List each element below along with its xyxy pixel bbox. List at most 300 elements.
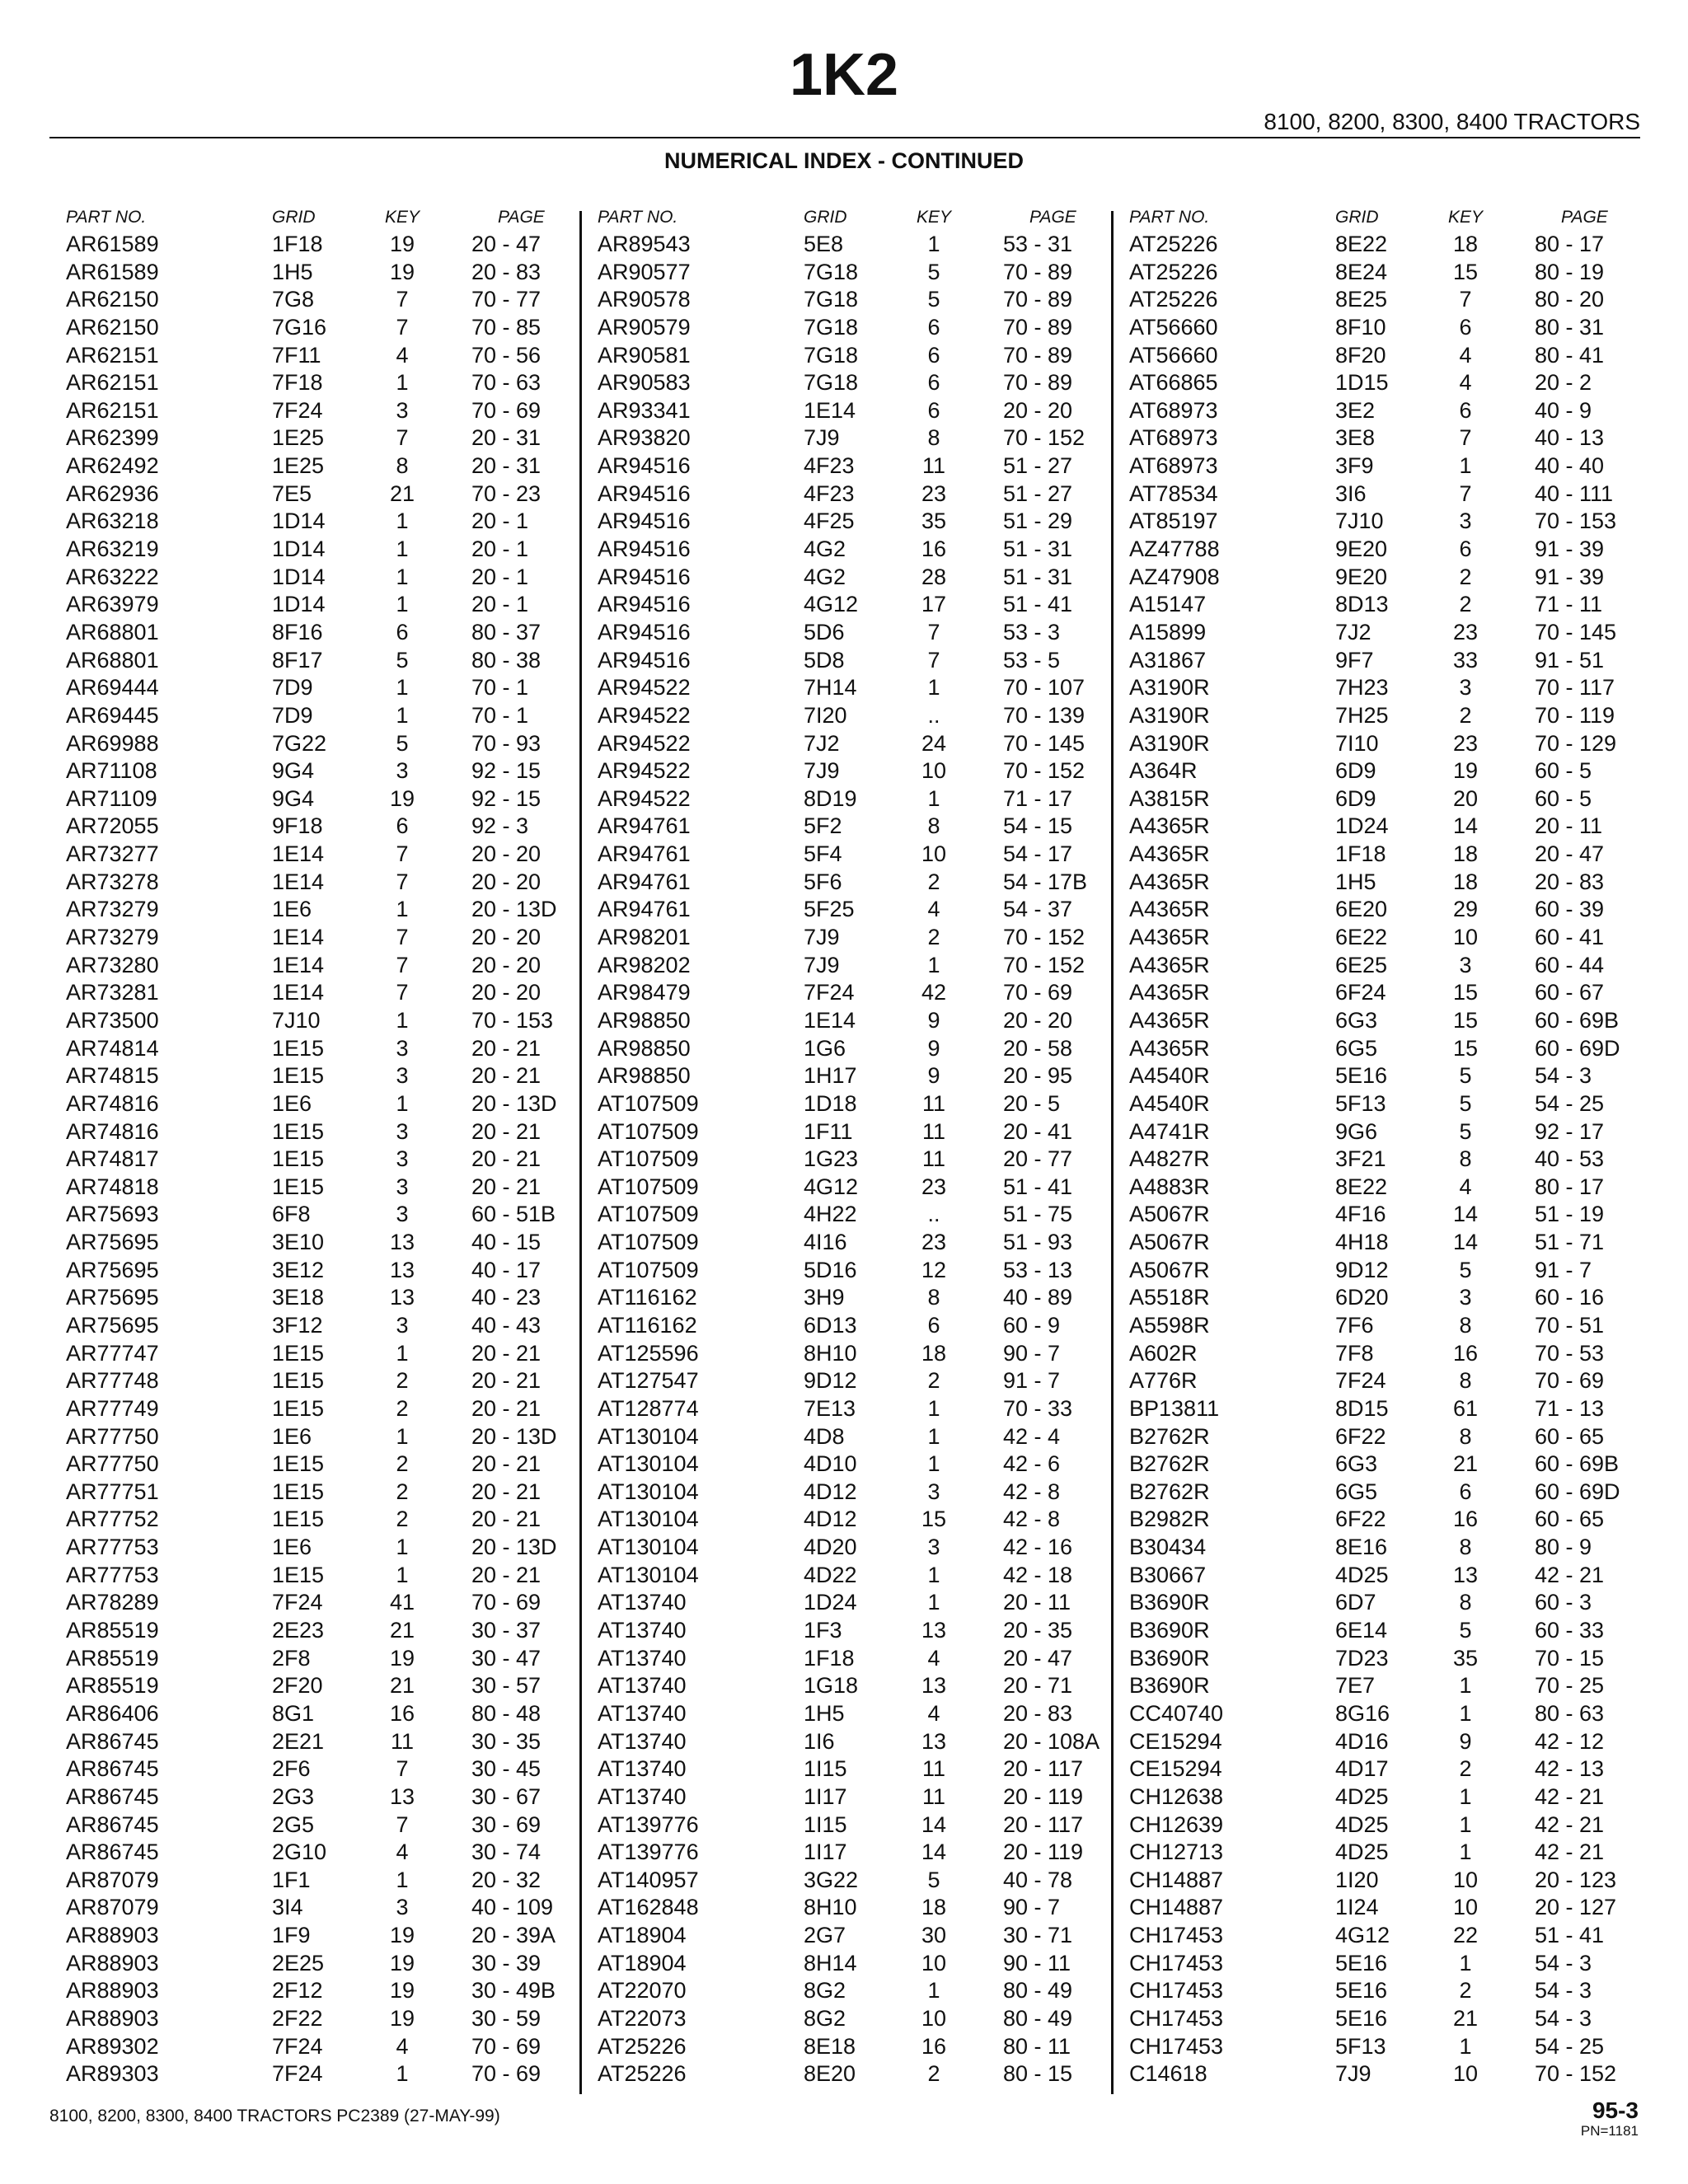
- key-number: 7: [396, 925, 409, 950]
- key-number: 2: [927, 869, 940, 894]
- key-number: 6: [1459, 1479, 1472, 1504]
- grid-ref: 5D16: [804, 1257, 857, 1282]
- key-number: 13: [1452, 1562, 1479, 1587]
- grid-ref: 1E15: [272, 1146, 325, 1172]
- part-number: AT130104: [598, 1451, 699, 1477]
- table-row: [598, 1118, 1092, 1146]
- key-number: 1: [1459, 1950, 1472, 1975]
- part-number: A5518R: [1129, 1285, 1210, 1310]
- grid-ref: 9D12: [1335, 1257, 1389, 1282]
- table-row: [598, 314, 1092, 342]
- part-number: A4365R: [1129, 925, 1210, 950]
- table-row: [1129, 1367, 1624, 1395]
- page-ref: 70 - 1: [471, 675, 529, 701]
- page-ref: 60 - 44: [1535, 952, 1605, 977]
- grid-ref: 5F2: [804, 813, 842, 839]
- table-row: [66, 1506, 560, 1534]
- table-row: [66, 1035, 560, 1063]
- grid-ref: 7F24: [1335, 1368, 1386, 1394]
- grid-ref: 1I17: [804, 1840, 847, 1865]
- table-row: [1129, 1479, 1624, 1507]
- key-number: 24: [921, 730, 947, 756]
- key-number: 8: [1459, 1535, 1472, 1560]
- key-header: KEY: [1447, 208, 1484, 227]
- grid-ref: 7D9: [272, 702, 313, 728]
- page-ref: 53 - 13: [1003, 1257, 1073, 1282]
- grid-ref: 1E14: [804, 397, 856, 423]
- grid-ref: 5F25: [804, 897, 855, 922]
- key-number: 3: [396, 397, 409, 423]
- page-ref: 70 - 56: [471, 342, 542, 368]
- part-number: AR88903: [66, 1978, 159, 2004]
- key-number: 2: [1459, 564, 1472, 589]
- page-ref: 42 - 4: [1003, 1423, 1061, 1449]
- table-row: [66, 1839, 560, 1867]
- key-number: 20: [1452, 785, 1479, 811]
- key-number: 1: [927, 785, 940, 811]
- page-ref: 20 - 13D: [471, 1535, 557, 1560]
- page-ref: 70 - 25: [1535, 1673, 1605, 1699]
- page-ref: 54 - 3: [1535, 1950, 1592, 1975]
- page-ref: 60 - 69B: [1535, 1007, 1620, 1033]
- grid-ref: 1E14: [804, 1007, 856, 1033]
- part-number: AZ47908: [1129, 564, 1220, 589]
- key-number: 13: [389, 1230, 415, 1255]
- page-ref: 71 - 17: [1003, 785, 1073, 811]
- grid-ref: 1E15: [272, 1368, 325, 1394]
- column-divider: [579, 211, 582, 2094]
- table-row: [598, 1229, 1092, 1257]
- key-number: 1: [396, 675, 409, 701]
- table-row: [66, 841, 560, 869]
- table-row: [598, 1340, 1092, 1368]
- grid-ref: 4D25: [1335, 1840, 1389, 1865]
- key-number: 19: [389, 1923, 415, 1948]
- page-ref: 20 - 77: [1003, 1146, 1073, 1172]
- table-row: [1129, 591, 1624, 619]
- table-row: [598, 1284, 1092, 1312]
- table-row: [66, 1783, 560, 1811]
- key-number: 18: [1452, 232, 1479, 256]
- part-number: CH17453: [1129, 1978, 1224, 2004]
- grid-ref: 6D9: [1335, 785, 1376, 811]
- page-ref: 91 - 39: [1535, 564, 1605, 589]
- grid-header: GRID: [804, 208, 847, 227]
- page-ref: 70 - 145: [1003, 730, 1085, 756]
- grid-ref: 8G16: [1335, 1700, 1390, 1726]
- table-row: [66, 1007, 560, 1035]
- table-row: [1129, 1700, 1624, 1728]
- page-ref: 20 - 20: [471, 925, 542, 950]
- page-ref: 70 - 77: [471, 287, 542, 312]
- grid-header: GRID: [272, 208, 316, 227]
- part-number: B2762R: [1129, 1451, 1210, 1477]
- part-number: A3190R: [1129, 730, 1210, 756]
- grid-ref: 3I6: [1335, 480, 1367, 506]
- page-ref: 20 - 117: [1003, 1811, 1084, 1837]
- page-ref: 70 - 69: [1535, 1368, 1605, 1394]
- grid-ref: 6E14: [1335, 1618, 1388, 1643]
- key-number: 1: [1459, 2033, 1472, 2059]
- page-ref: 70 - 152: [1003, 952, 1085, 977]
- key-number: 1: [1459, 1783, 1472, 1809]
- key-number: 7: [1459, 480, 1472, 506]
- key-number: 10: [1452, 2061, 1479, 2087]
- part-number: AR94761: [598, 841, 691, 867]
- grid-ref: 5E16: [1335, 2006, 1388, 2031]
- table-row: [66, 1645, 560, 1673]
- part-number: A5067R: [1129, 1202, 1210, 1227]
- key-number: 13: [389, 1783, 415, 1809]
- key-number: 13: [921, 1618, 947, 1643]
- page-ref: 51 - 27: [1003, 480, 1073, 506]
- part-number: CH17453: [1129, 1923, 1224, 1948]
- table-row: [1129, 1534, 1624, 1562]
- page-ref: 70 - 15: [1535, 1645, 1605, 1671]
- page-ref: 70 - 85: [471, 314, 542, 340]
- page-ref: 60 - 41: [1535, 925, 1605, 950]
- grid-ref: 6D7: [1335, 1590, 1376, 1615]
- grid-ref: 1E6: [272, 1535, 312, 1560]
- part-number: AT130104: [598, 1423, 699, 1449]
- key-number: 8: [927, 425, 940, 451]
- key-number: 1: [1459, 1840, 1472, 1865]
- grid-ref: 7G22: [272, 730, 327, 756]
- table-row: [598, 1312, 1092, 1340]
- page-ref: 20 - 95: [1003, 1063, 1073, 1089]
- key-number: 1: [396, 537, 409, 562]
- part-number: A4827R: [1129, 1146, 1210, 1172]
- table-row: [598, 259, 1092, 287]
- table-row: [1129, 1672, 1624, 1700]
- key-number: 23: [921, 1174, 947, 1199]
- key-number: 61: [1452, 1395, 1479, 1421]
- part-number: B3690R: [1129, 1645, 1210, 1671]
- page-ref: 40 - 15: [471, 1230, 542, 1255]
- table-row: [1129, 896, 1624, 924]
- table-row: [598, 979, 1092, 1007]
- table-row: [1129, 1090, 1624, 1118]
- page-ref: 20 - 21: [471, 1507, 542, 1532]
- grid-ref: 2F20: [272, 1673, 323, 1699]
- grid-ref: 4D22: [804, 1562, 857, 1587]
- table-row: [598, 1201, 1092, 1229]
- grid-ref: 1H17: [804, 1063, 857, 1089]
- page-ref: 20 - 31: [471, 425, 542, 451]
- part-number: AR86745: [66, 1756, 159, 1782]
- page-ref: 20 - 1: [471, 509, 529, 534]
- grid-ref: 7F24: [272, 2033, 323, 2059]
- key-number: 19: [389, 259, 415, 284]
- part-number: AT13740: [598, 1700, 687, 1726]
- page-ref: 20 - 20: [471, 980, 542, 1005]
- key-number: 1: [396, 2061, 409, 2087]
- page-header: PAGE: [1561, 208, 1608, 227]
- part-number: AR94761: [598, 897, 691, 922]
- grid-ref: 1E15: [272, 1035, 325, 1061]
- grid-ref: 1F18: [272, 232, 323, 256]
- table-row: [598, 1755, 1092, 1783]
- key-number: 11: [921, 1783, 946, 1809]
- pn-code: PN=1181: [1580, 2123, 1639, 2139]
- table-row: [1129, 1783, 1624, 1811]
- table-row: [598, 619, 1092, 647]
- key-number: 6: [396, 619, 409, 644]
- part-number: AR98850: [598, 1063, 691, 1089]
- grid-ref: 2F8: [272, 1645, 311, 1671]
- part-number: AR94516: [598, 509, 691, 534]
- table-row: [1129, 480, 1624, 509]
- page-ref: 20 - 32: [471, 1867, 542, 1892]
- table-row: [598, 1728, 1100, 1756]
- page-ref: 51 - 27: [1003, 453, 1073, 479]
- part-number: CH17453: [1129, 2006, 1224, 2031]
- table-row: [598, 424, 1092, 452]
- part-number: AR94516: [598, 647, 691, 673]
- table-row: [598, 952, 1092, 980]
- page-ref: 42 - 21: [1535, 1783, 1605, 1809]
- part-number: AT128774: [598, 1395, 699, 1421]
- grid-ref: 1I17: [804, 1783, 847, 1809]
- part-number: AT25226: [1129, 259, 1218, 284]
- part-number: CH12713: [1129, 1840, 1224, 1865]
- part-number: AR89303: [66, 2061, 159, 2087]
- key-number: 11: [921, 1090, 946, 1116]
- table-row: [598, 342, 1092, 370]
- page-ref: 60 - 9: [1003, 1312, 1061, 1338]
- table-row: [598, 1479, 1092, 1507]
- key-number: 14: [921, 1840, 947, 1865]
- page-ref: 80 - 15: [1003, 2061, 1073, 2087]
- page-ref: 20 - 35: [1003, 1618, 1073, 1643]
- part-number: AT78534: [1129, 480, 1218, 506]
- page-ref: 20 - 21: [471, 1035, 542, 1061]
- page-ref: 20 - 21: [471, 1146, 542, 1172]
- grid-ref: 7D9: [272, 675, 313, 701]
- part-number: AR77753: [66, 1562, 159, 1587]
- grid-ref: 9G4: [272, 758, 315, 784]
- table-row: [598, 1811, 1092, 1840]
- key-number: 19: [389, 1978, 415, 2004]
- table-row: [1129, 286, 1624, 314]
- table-row: [598, 1062, 1092, 1090]
- page-ref: 30 - 47: [471, 1645, 542, 1671]
- part-number: A4540R: [1129, 1063, 1210, 1089]
- grid-ref: 7G16: [272, 314, 327, 340]
- page-ref: 51 - 41: [1003, 592, 1073, 617]
- page-ref: 51 - 29: [1003, 509, 1073, 534]
- key-number: 4: [927, 897, 940, 922]
- grid-ref: 1G23: [804, 1146, 859, 1172]
- page-ref: 20 - 21: [471, 1479, 542, 1504]
- grid-ref: 6F22: [1335, 1423, 1386, 1449]
- part-number: AT107509: [598, 1202, 699, 1227]
- grid-ref: 8F17: [272, 647, 323, 673]
- key-number: 5: [396, 730, 409, 756]
- table-row: [598, 397, 1092, 425]
- part-number: AT13740: [598, 1618, 687, 1643]
- table-row: [66, 924, 560, 952]
- key-number: 4: [1459, 1174, 1472, 1199]
- grid-ref: 3E18: [272, 1285, 325, 1310]
- grid-ref: 8G2: [804, 2006, 846, 2031]
- part-number: AR69444: [66, 675, 159, 701]
- part-number: AT22070: [598, 1978, 687, 2004]
- part-number: AR94761: [598, 869, 691, 894]
- part-number: AR90581: [598, 342, 691, 368]
- grid-ref: 8H14: [804, 1950, 857, 1975]
- page-ref: 20 - 1: [471, 592, 529, 617]
- table-row: [66, 1395, 560, 1423]
- grid-ref: 1D14: [272, 537, 326, 562]
- grid-ref: 3F21: [1335, 1146, 1386, 1172]
- key-number: 3: [396, 1174, 409, 1199]
- key-number: 1: [1459, 1673, 1472, 1699]
- grid-ref: 4D25: [1335, 1783, 1389, 1809]
- part-number: BP13811: [1129, 1395, 1220, 1421]
- page-ref: 20 - 21: [471, 1368, 542, 1394]
- part-number: A364R: [1129, 758, 1198, 784]
- key-number: 7: [927, 619, 940, 644]
- grid-ref: 7J9: [804, 758, 840, 784]
- grid-ref: 1E15: [272, 1395, 325, 1421]
- page-ref: 20 - 2: [1535, 370, 1592, 396]
- page-ref: 42 - 21: [1535, 1811, 1605, 1837]
- grid-ref: 3F12: [272, 1312, 323, 1338]
- part-number: AR98850: [598, 1007, 691, 1033]
- key-number: 10: [921, 758, 947, 784]
- table-row: [1129, 785, 1624, 813]
- grid-ref: 7F24: [272, 397, 323, 423]
- key-number: 23: [1452, 730, 1479, 756]
- key-number: 19: [389, 1950, 415, 1975]
- table-row: [598, 1950, 1092, 1978]
- grid-ref: 1F1: [272, 1867, 311, 1892]
- part-number: AR86745: [66, 1783, 159, 1809]
- grid-ref: 5D8: [804, 647, 845, 673]
- page-ref: 80 - 17: [1535, 232, 1605, 256]
- page-ref: 20 - 21: [471, 1451, 542, 1477]
- page-ref: 20 - 21: [471, 1340, 542, 1366]
- grid-ref: 7J9: [1335, 2061, 1372, 2087]
- table-row: [598, 1367, 1092, 1395]
- page-ref: 54 - 17: [1003, 841, 1073, 867]
- key-number: 8: [1459, 1312, 1472, 1338]
- part-number: AR62150: [66, 314, 159, 340]
- grid-ref: 1D24: [1335, 813, 1389, 839]
- table-row: [598, 841, 1092, 869]
- part-number: AR72055: [66, 813, 159, 839]
- key-number: 1: [396, 1535, 409, 1560]
- grid-header: GRID: [1335, 208, 1379, 227]
- key-number: 2: [396, 1507, 409, 1532]
- table-row: [66, 702, 560, 730]
- key-number: 6: [1459, 537, 1472, 562]
- page-ref: 40 - 23: [471, 1285, 542, 1310]
- key-number: 9: [927, 1007, 940, 1033]
- page-ref: 20 - 11: [1535, 813, 1603, 839]
- table-row: [598, 1617, 1092, 1645]
- page-ref: 70 - 69: [1003, 980, 1073, 1005]
- key-number: 3: [396, 1063, 409, 1089]
- part-number: AR86745: [66, 1840, 159, 1865]
- part-number: AR61589: [66, 259, 159, 284]
- part-number: AR77748: [66, 1368, 159, 1394]
- grid-ref: 6G3: [1335, 1007, 1378, 1033]
- key-number: 5: [927, 1867, 940, 1892]
- key-number: 7: [396, 425, 409, 451]
- part-number: AR85519: [66, 1618, 159, 1643]
- part-number: AR75693: [66, 1202, 159, 1227]
- table-row: [1129, 619, 1624, 647]
- key-number: 1: [396, 1007, 409, 1033]
- table-row: [1129, 2033, 1624, 2061]
- key-number: 35: [1452, 1645, 1479, 1671]
- part-number: AT66865: [1129, 370, 1218, 396]
- grid-ref: 5E16: [1335, 1950, 1388, 1975]
- grid-ref: 1D24: [804, 1590, 857, 1615]
- part-number: CH12639: [1129, 1811, 1224, 1837]
- part-number: AR94522: [598, 785, 691, 811]
- table-row: [598, 1589, 1092, 1617]
- table-row: [598, 1562, 1092, 1590]
- grid-ref: 1E15: [272, 1507, 325, 1532]
- key-number: 3: [396, 1202, 409, 1227]
- grid-ref: 7H25: [1335, 702, 1389, 728]
- part-number: B2982R: [1129, 1507, 1210, 1532]
- key-number: 1: [1459, 453, 1472, 479]
- part-number: CE15294: [1129, 1728, 1222, 1754]
- page-ref: 30 - 35: [471, 1728, 542, 1754]
- grid-ref: 7J2: [804, 730, 840, 756]
- key-number: 1: [1459, 1700, 1472, 1726]
- table-row: [66, 1589, 560, 1617]
- part-number: AR94522: [598, 702, 691, 728]
- table-row: [1129, 1423, 1624, 1451]
- page-ref: 80 - 38: [471, 647, 542, 673]
- table-row: [598, 647, 1092, 675]
- grid-ref: 1F18: [804, 1645, 855, 1671]
- key-number: 16: [921, 537, 947, 562]
- page-ref: 60 - 65: [1535, 1423, 1605, 1449]
- table-row: [1129, 1395, 1624, 1423]
- grid-ref: 7G18: [804, 259, 859, 284]
- key-number: 3: [1459, 675, 1472, 701]
- key-number: 7: [396, 1756, 409, 1782]
- part-number: A4365R: [1129, 869, 1210, 894]
- table-row: [598, 813, 1092, 841]
- part-number: AR98201: [598, 925, 691, 950]
- part-number: A3190R: [1129, 675, 1210, 701]
- part-number: A5067R: [1129, 1257, 1210, 1282]
- table-row: [1129, 1867, 1624, 1895]
- key-number: 2: [927, 1368, 940, 1394]
- table-row: [598, 869, 1092, 897]
- page-ref: 20 - 119: [1003, 1840, 1084, 1865]
- grid-ref: 4H22: [804, 1202, 857, 1227]
- key-number: 22: [1452, 1923, 1479, 1948]
- grid-ref: 6G5: [1335, 1479, 1378, 1504]
- table-row: [598, 564, 1092, 592]
- page-ref: 53 - 31: [1003, 232, 1073, 256]
- page-ref: 51 - 75: [1003, 1202, 1073, 1227]
- part-number: AR90578: [598, 287, 691, 312]
- key-number: 10: [1452, 1867, 1479, 1892]
- grid-ref: 1F11: [804, 1118, 853, 1144]
- grid-ref: 8H10: [804, 1895, 857, 1920]
- table-row: [598, 1174, 1092, 1202]
- grid-ref: 7J10: [272, 1007, 321, 1033]
